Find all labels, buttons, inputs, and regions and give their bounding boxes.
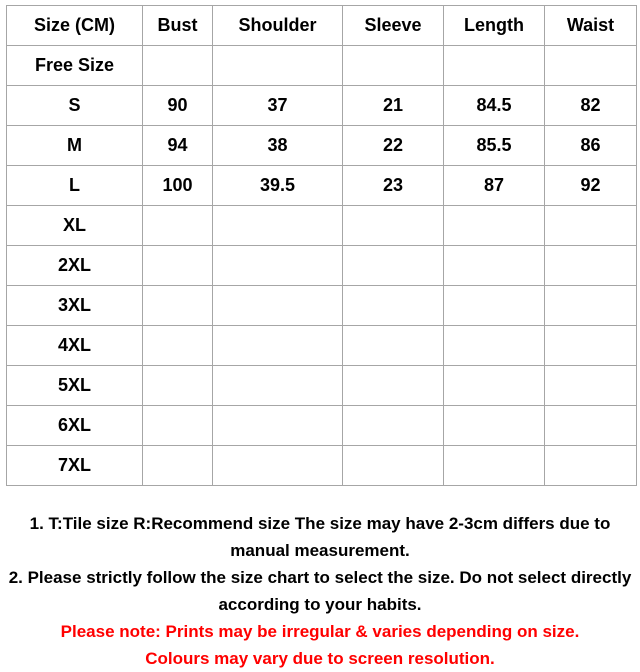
length-cell [444, 246, 545, 286]
bust-cell: 100 [143, 166, 213, 206]
table-row [7, 446, 637, 486]
length-cell [444, 206, 545, 246]
length-cell [444, 406, 545, 446]
waist-cell [545, 406, 637, 446]
bust-cell [143, 286, 213, 326]
length-cell: 87 [444, 166, 545, 206]
waist-cell [545, 326, 637, 366]
table-row [7, 86, 637, 126]
bust-cell [143, 46, 213, 86]
sleeve-cell [343, 406, 444, 446]
table-row [7, 406, 637, 446]
size-label-cell: S [7, 86, 143, 126]
bust-cell: 94 [143, 126, 213, 166]
sleeve-cell [343, 246, 444, 286]
length-cell: 84.5 [444, 86, 545, 126]
length-cell [444, 46, 545, 86]
shoulder-cell [213, 446, 343, 486]
warning-note-colours: Colours may vary due to screen resolution. [145, 649, 495, 668]
waist-cell [545, 46, 637, 86]
bust-cell [143, 446, 213, 486]
bust-cell [143, 206, 213, 246]
shoulder-cell: 38 [213, 126, 343, 166]
note-2: 2. Please strictly follow the size chart to select the size. Do not select directly according to your habits. [8, 568, 632, 614]
table-row [7, 366, 637, 406]
sleeve-cell [343, 326, 444, 366]
sleeve-cell [343, 286, 444, 326]
shoulder-cell [213, 286, 343, 326]
table-row [7, 46, 637, 86]
length-cell [444, 286, 545, 326]
shoulder-cell [213, 366, 343, 406]
bust-cell: 90 [143, 86, 213, 126]
shoulder-cell: 39.5 [213, 166, 343, 206]
table-row [7, 326, 637, 366]
size-label-cell: 2XL [7, 246, 143, 286]
size-label-cell: 6XL [7, 406, 143, 446]
sleeve-cell [343, 46, 444, 86]
length-cell [444, 366, 545, 406]
waist-cell [545, 246, 637, 286]
bust-cell [143, 366, 213, 406]
bust-cell [143, 246, 213, 286]
length-cell [444, 326, 545, 366]
table-row [7, 286, 637, 326]
waist-cell [545, 446, 637, 486]
waist-cell [545, 366, 637, 406]
header-size: Size (CM) [7, 6, 143, 46]
shoulder-cell: 37 [213, 86, 343, 126]
header-shoulder: Shoulder [213, 6, 343, 46]
size-label-cell: 7XL [7, 446, 143, 486]
sleeve-cell [343, 446, 444, 486]
shoulder-cell [213, 46, 343, 86]
waist-cell: 86 [545, 126, 637, 166]
warning-note-prints: Please note: Prints may be irregular & varies depending on size. [60, 622, 580, 641]
note-1: 1. T:Tile size R:Recommend size The size may have 2-3cm differs due to manual measurement. [29, 514, 611, 560]
bust-cell [143, 406, 213, 446]
size-label-cell: XL [7, 206, 143, 246]
header-length: Length [444, 6, 545, 46]
size-label-cell: 5XL [7, 366, 143, 406]
size-chart-table [6, 5, 637, 486]
shoulder-cell [213, 406, 343, 446]
length-cell [444, 446, 545, 486]
size-label-cell: L [7, 166, 143, 206]
header-waist: Waist [545, 6, 637, 46]
shoulder-cell [213, 326, 343, 366]
waist-cell: 92 [545, 166, 637, 206]
waist-cell [545, 286, 637, 326]
header-row [7, 6, 637, 46]
sleeve-cell [343, 206, 444, 246]
size-label-cell: 4XL [7, 326, 143, 366]
table-row [7, 246, 637, 286]
table-row [7, 206, 637, 246]
table-body [7, 46, 637, 486]
sleeve-cell: 21 [343, 86, 444, 126]
header-bust: Bust [143, 6, 213, 46]
shoulder-cell [213, 206, 343, 246]
sleeve-cell: 22 [343, 126, 444, 166]
notes-section [0, 510, 640, 672]
length-cell: 85.5 [444, 126, 545, 166]
table-row [7, 126, 637, 166]
waist-cell: 82 [545, 86, 637, 126]
sleeve-cell: 23 [343, 166, 444, 206]
header-sleeve: Sleeve [343, 6, 444, 46]
sleeve-cell [343, 366, 444, 406]
shoulder-cell [213, 246, 343, 286]
size-label-cell: 3XL [7, 286, 143, 326]
size-label-cell: M [7, 126, 143, 166]
size-label-cell: Free Size [7, 46, 143, 86]
bust-cell [143, 326, 213, 366]
waist-cell [545, 206, 637, 246]
table-row [7, 166, 637, 206]
